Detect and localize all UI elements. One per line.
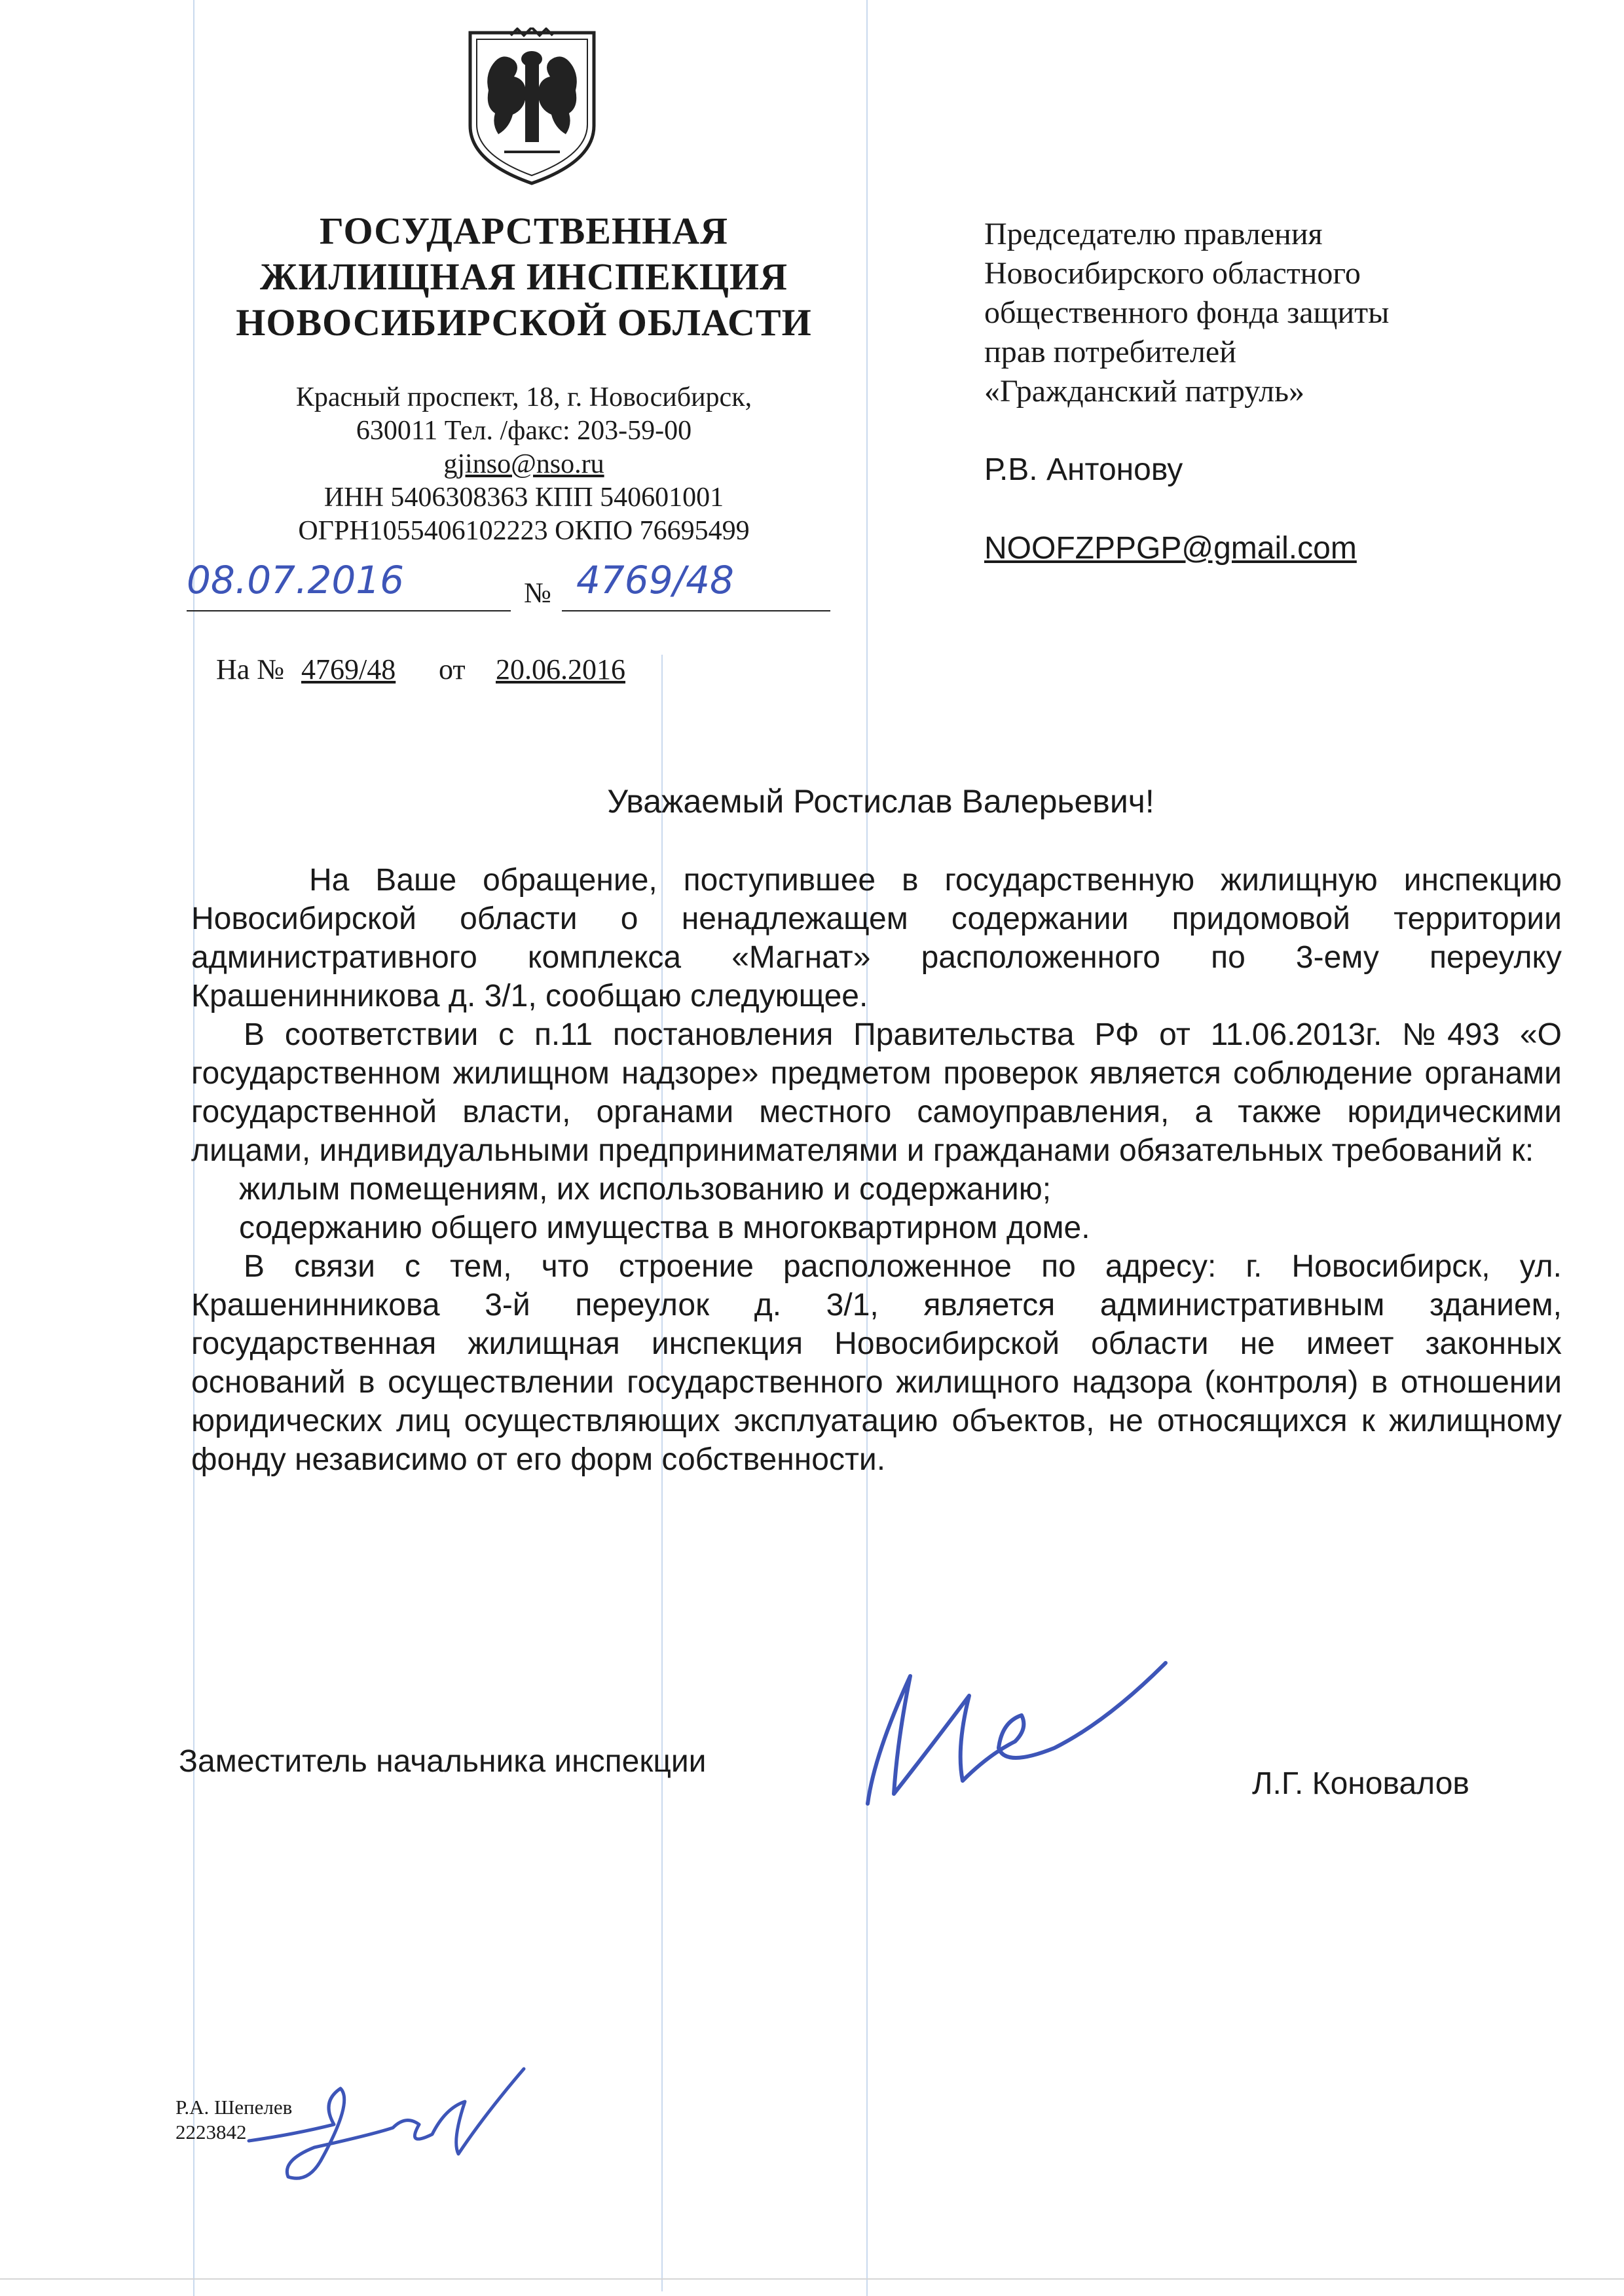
- inn-kpp: ИНН 5406308363 КПП 540601001: [323, 483, 724, 513]
- recipient-line: общественного фонда защиты: [984, 295, 1390, 330]
- executor-name: Р.А. Шепелев: [175, 2096, 293, 2119]
- number-sign: №: [524, 577, 551, 609]
- recipient-line: «Гражданский патруль»: [984, 374, 1305, 409]
- requirements-list-item: содержанию общего имущества в многоквартирном доме.: [239, 1211, 1090, 1245]
- recipient-line: Новосибирского областного: [984, 256, 1361, 291]
- letter-greeting: Уважаемый Ростислав Валерьевич!: [607, 783, 1154, 820]
- recipient-line: Председателю правления: [984, 217, 1323, 251]
- organization-name: [183, 208, 864, 346]
- organization-name-line: ЖИЛИЩНАЯ ИНСПЕКЦИЯ: [260, 255, 788, 298]
- address-street: Красный проспект, 18, г. Новосибирск,: [295, 382, 752, 412]
- outgoing-date-handwritten: 08.07.2016: [187, 558, 405, 602]
- recipient-block: [984, 215, 1574, 568]
- reply-date: 20.06.2016: [496, 653, 625, 685]
- ogrn-okpo: ОГРН1055406102223 ОКПО 76695499: [298, 516, 750, 546]
- bottom-rule: [0, 2278, 1624, 2280]
- reply-prefix: На №: [216, 653, 285, 685]
- letter-paragraph: В соответствии с п.11 постановления Правительства РФ от 11.06.2013г. №493 «О государственном жилищном надзоре» предметом проверок является соблюдение органами государственной власти, органами местного самоуправления, а также юридическими лицами, индивидуальными предпринимателями и гражданами обязательных требований к:: [191, 1017, 1562, 1168]
- recipient-name: Р.В. Антонову: [984, 452, 1183, 487]
- organization-name-line: НОВОСИБИРСКОЙ ОБЛАСТИ: [236, 301, 812, 344]
- address-phone: 630011 Тел. /факс: 203-59-00: [356, 416, 692, 446]
- executor-signature: [242, 2062, 530, 2187]
- recipient-email-link[interactable]: NOOFZPPGP@gmail.com: [984, 531, 1357, 566]
- organization-address: [183, 381, 864, 548]
- letter-paragraph: На Ваше обращение, поступившее в государственную жилищную инспекцию Новосибирской области о ненадлежащем содержании придомовой территории административного комплекса «Магнат» расположенного по 3-ему переулку Крашенинникова д. 3/1, сообщаю следующее.: [191, 863, 1562, 1013]
- reply-from-label: от: [439, 653, 466, 685]
- organization-email-link[interactable]: gjinso@nso.ru: [443, 449, 604, 479]
- handwritten-signature: [858, 1650, 1172, 1813]
- date-underline: [187, 610, 511, 611]
- number-underline: [562, 610, 830, 611]
- signatory-position: Заместитель начальника инспекции: [179, 1744, 707, 1779]
- recipient-line: прав потребителей: [984, 335, 1236, 369]
- letter-paragraph: В связи с тем, что строение расположенное по адресу: г. Новосибирск, ул. Крашенинникова 3-й переулок д. 3/1, является административным зданием, государственная жилищная инспекция Новосибирской области не имеет законных оснований в осуществлении государственного жилищного надзора (контроля) в отношении юридических лиц осуществляющих эксплуатацию объектов, не относящихся к жилищному фонду независимо от его форм собственности.: [191, 1249, 1562, 1477]
- executor-phone: 2223842: [175, 2121, 247, 2143]
- outgoing-number-handwritten: 4769/48: [576, 558, 734, 602]
- organization-name-line: ГОСУДАРСТВЕННАЯ: [320, 210, 728, 252]
- reply-number: 4769/48: [301, 653, 396, 685]
- signatory-name: Л.Г. Коновалов: [1252, 1766, 1469, 1801]
- requirements-list-item: жилым помещениям, их использованию и содержанию;: [239, 1172, 1052, 1207]
- coat-of-arms-icon: [465, 27, 599, 188]
- letter-body: [191, 861, 1562, 1479]
